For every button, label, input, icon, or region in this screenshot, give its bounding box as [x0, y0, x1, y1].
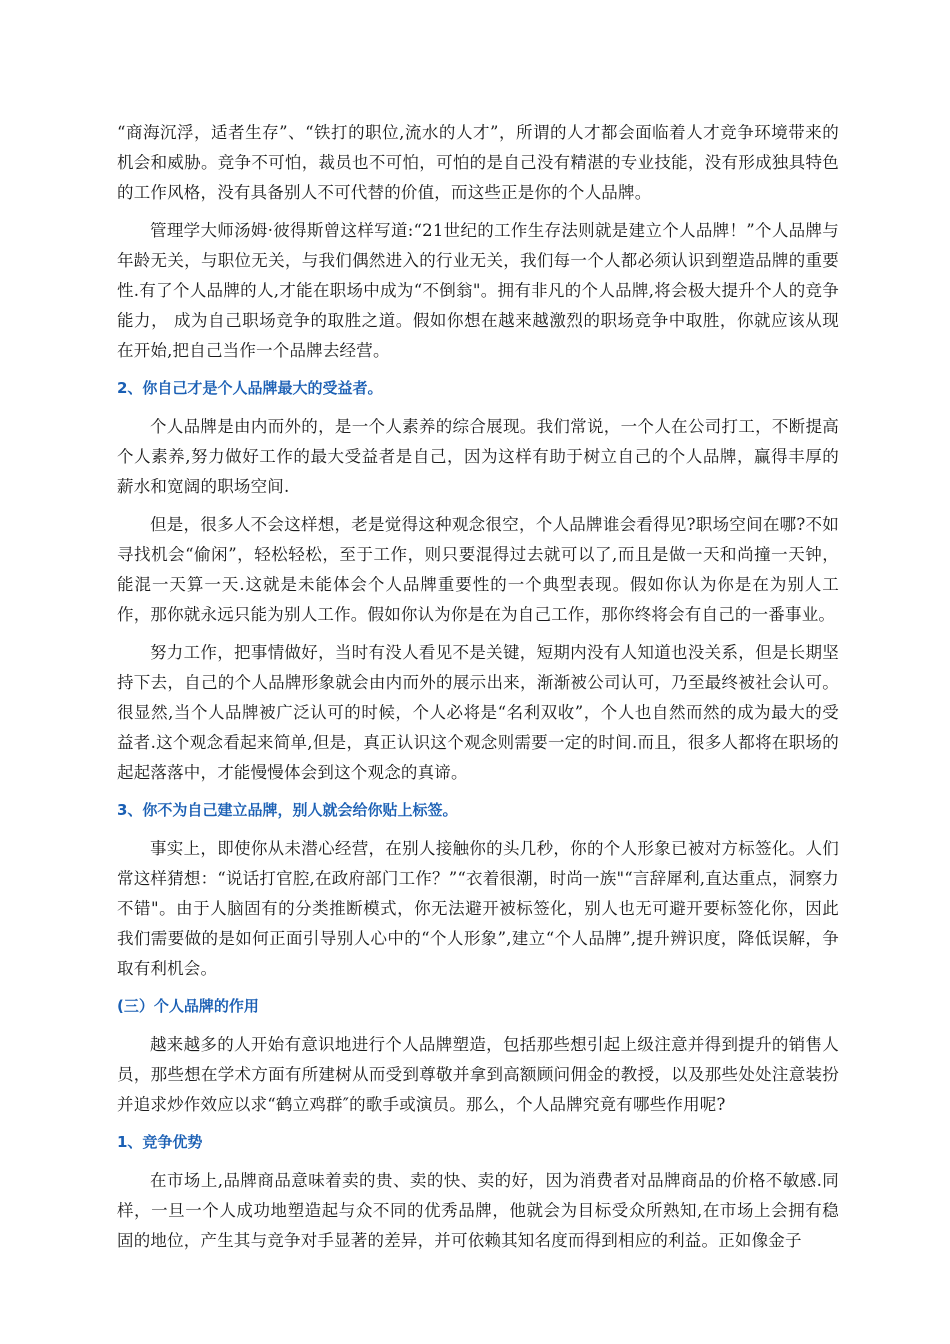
- paragraph: 在市场上,品牌商品意味着卖的贵、卖的快、卖的好，因为消费者对品牌商品的价格不敏感.同样，一旦一个人成功地塑造起与众不同的优秀品牌，他就会为目标受众所熟知,在市场上会拥有稳固的地位，产生其与竞争对手显著的差异，并可依赖其知名度而得到相应的利益。正如像金子: [117, 1171, 839, 1250]
- paragraph: 越来越多的人开始有意识地进行个人品牌塑造，包括那些想引起上级注意并得到提升的销售人员，那些想在学术方面有所建树从而受到尊敬并拿到高额顾问佣金的教授，以及那些处处注意装扮并追求炒作效应以求“鹤立鸡群″的歌手或演员。那么，个人品牌究竟有哪些作用呢?: [117, 1035, 839, 1114]
- paragraph: 个人品牌是由内而外的，是一个人素养的综合展现。我们常说，一个人在公司打工，不断提高个人素养,努力做好工作的最大受益者是自己，因为这样有助于树立自己的个人品牌，赢得丰厚的薪水和宽阔的职场空间.: [117, 417, 839, 496]
- paragraph: “商海沉浮，适者生存”、“铁打的职位,流水的人才”，所谓的人才都会面临着人才竞争环境带来的机会和威胁。竞争不可怕，裁员也不可怕，可怕的是自己没有精湛的专业技能，没有形成独具特色的工作风格，没有具备别人不可代替的价值，而这些正是你的个人品牌。: [117, 123, 839, 202]
- paragraph: 事实上，即使你从未潜心经营，在别人接触你的头几秒，你的个人形象已被对方标签化。人们常这样猜想：“说话打官腔,在政府部门工作？”“衣着很潮，时尚一族"“言辞犀利,直达重点，洞察力不错"。由于人脑固有的分类推断模式，你无法避开被标签化，别人也无可避开要标签化你，因此我们需要做的是如何正面引导别人心中的“个人形象”,建立“个人品牌”,提升辨识度，降低误解，争取有利机会。: [117, 839, 839, 978]
- paragraph: 但是，很多人不会这样想，老是觉得这种观念很空，个人品牌谁会看得见?职场空间在哪?不如寻找机会“偷闲”，轻松轻松，至于工作，则只要混得过去就可以了,而且是做一天和尚撞一天钟，能混一天算一天.这就是未能体会个人品牌重要性的一个典型表现。假如你认为你是在为别人工作，那你就永远只能为别人工作。假如你认为你是在为自己工作，那你终将会有自己的一番事业。: [117, 515, 839, 624]
- paragraph: 管理学大师汤姆·彼得斯曾这样写道:“21世纪的工作生存法则就是建立个人品牌！”个人品牌与年龄无关，与职位无关，与我们偶然进入的行业无关，我们每一个人都必须认识到塑造品牌的重要性.有了个人品牌的人,才能在职场中成为“不倒翁"。拥有非凡的个人品牌,将会极大提升个人的竞争能力， 成为自己职场竞争的取胜之道。假如你想在越来越激烈的职场竞争中取胜，你就应该从现在开始,把自己当作一个品牌去经营。: [117, 221, 839, 360]
- section-heading: 2、你自己才是个人品牌最大的受益者。: [117, 379, 383, 397]
- paragraph: 努力工作，把事情做好，当时有没人看见不是关键，短期内没有人知道也没关系，但是长期坚持下去，自己的个人品牌形象就会由内而外的展示出来，渐渐被公司认可，乃至最终被社会认可。很显然,当个人品牌被广泛认可的时候，个人必将是“名利双收”，个人也自然而然的成为最大的受益者.这个观念看起来简单,但是，真正认识这个观念则需要一定的时间.而且，很多人都将在职场的起起落落中，才能慢慢体会到这个观念的真谛。: [117, 643, 839, 782]
- section-heading: 1、竞争优势: [117, 1133, 203, 1151]
- section-heading: (三）个人品牌的作用: [117, 997, 259, 1015]
- section-heading: 3、你不为自己建立品牌，别人就会给你贴上标签。: [117, 801, 458, 819]
- document-page: [117, 118, 839, 1264]
